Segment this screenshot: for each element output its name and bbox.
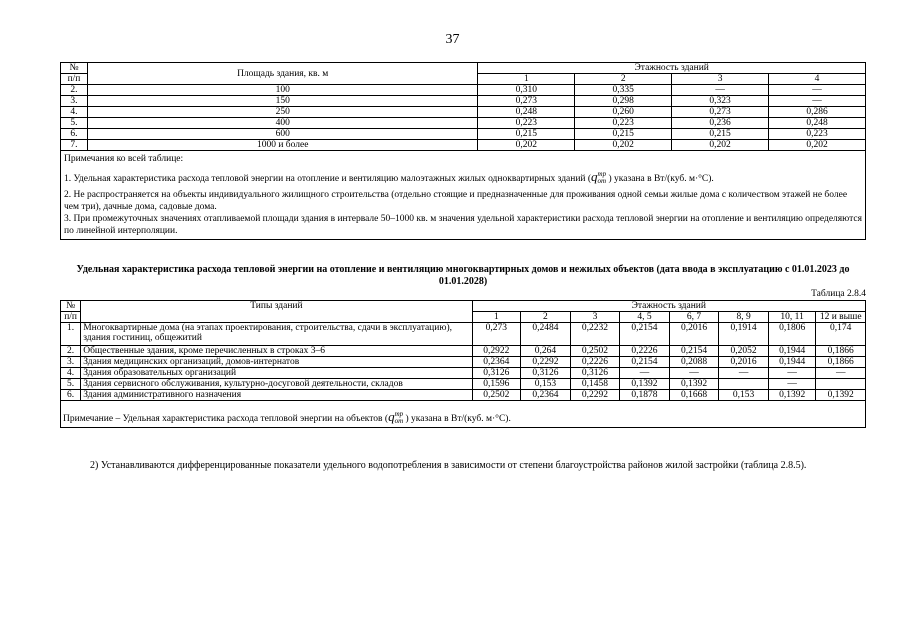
row-value: 0,153 — [521, 379, 571, 390]
row-value: 0,2226 — [570, 357, 620, 368]
row-type: Общественные здания, кроме перечисленных в строках 3–6 — [81, 346, 472, 357]
row-number: 1. — [61, 323, 81, 346]
table2-label: Таблица 2.8.4 — [811, 289, 866, 299]
header-no: № — [61, 301, 81, 312]
header-pp: п/п — [61, 312, 81, 323]
row-value: 0,202 — [769, 140, 866, 151]
row-value: 0,1392 — [816, 390, 866, 401]
paragraph-2: 2) Устанавливаются дифференцированные показатели удельного водопотребления в зависимости от степени благоустройства районов жилой застройки (таблица 2.8.5). — [90, 460, 807, 471]
row-number: 3. — [61, 96, 88, 107]
row-number: 3. — [61, 357, 81, 368]
notes-title: Примечания ко всей таблице: — [64, 154, 184, 164]
building-types-table — [60, 300, 866, 428]
table-row — [61, 357, 866, 368]
note-3: 3. При промежуточных значениях отапливаемой площади здания в интервале 50–1000 кв. м значения удельной характеристики расхода тепловой энергии на отопление и вентиляцию определяются по линейной интерполяции. — [64, 214, 862, 237]
row-value: 0,2088 — [669, 357, 719, 368]
header-pp: п/п — [61, 74, 88, 85]
row-value: 0,1392 — [620, 379, 670, 390]
row-value — [816, 379, 866, 390]
row-value: 0,2502 — [472, 390, 521, 401]
row-number: 2. — [61, 85, 88, 96]
row-area: 400 — [87, 118, 477, 129]
header-types: Типы зданий — [81, 301, 472, 323]
row-value: 0,2154 — [669, 346, 719, 357]
floor-col: 2 — [575, 74, 672, 85]
table-row — [61, 346, 866, 357]
row-area: 150 — [87, 96, 477, 107]
row-value: 0,3126 — [570, 368, 620, 379]
row-value: 0,223 — [575, 118, 672, 129]
table-row — [61, 107, 866, 118]
floor-col: 4 — [769, 74, 866, 85]
floor-col: 1 — [478, 74, 575, 85]
row-value: 0,1596 — [472, 379, 521, 390]
row-area: 250 — [87, 107, 477, 118]
row-value: — — [669, 368, 719, 379]
row-value: 0,174 — [816, 323, 866, 346]
table-row — [61, 379, 866, 390]
row-value: 0,3126 — [521, 368, 571, 379]
row-value: 0,223 — [478, 118, 575, 129]
row-value: 0,215 — [478, 129, 575, 140]
row-area: 600 — [87, 129, 477, 140]
floor-col: 10, 11 — [768, 312, 816, 323]
row-value: 0,215 — [672, 129, 769, 140]
row-value: 0,223 — [769, 129, 866, 140]
row-value: 0,1944 — [768, 346, 816, 357]
floor-col: 6, 7 — [669, 312, 719, 323]
table2-note: Примечание – Удельная характеристика расхода тепловой энергии на объектов (qтр от ) указана в Вт/(куб. м·°С). — [61, 401, 866, 428]
row-value: 0,2016 — [719, 357, 769, 368]
row-number: 4. — [61, 368, 81, 379]
table-row — [61, 323, 866, 346]
row-value: 0,2922 — [472, 346, 521, 357]
row-value: 0,286 — [769, 107, 866, 118]
area-floors-table — [60, 62, 866, 240]
row-type: Здания образовательных организаций — [81, 368, 472, 379]
floor-col: 8, 9 — [719, 312, 769, 323]
row-type: Здания медицинских организаций, домов-интернатов — [81, 357, 472, 368]
row-value: 0,264 — [521, 346, 571, 357]
row-number: 4. — [61, 107, 88, 118]
row-type: Здания административного назначения — [81, 390, 472, 401]
row-value: 0,1914 — [719, 323, 769, 346]
row-value — [719, 379, 769, 390]
floor-col: 12 и выше — [816, 312, 866, 323]
row-value: — — [769, 85, 866, 96]
row-value: 0,273 — [672, 107, 769, 118]
table-row — [61, 368, 866, 379]
row-value: — — [719, 368, 769, 379]
row-value: 0,1458 — [570, 379, 620, 390]
row-value: 0,248 — [478, 107, 575, 118]
table2-title: Удельная характеристика расхода тепловой энергии на отопление и вентиляцию многоквартирных домов и нежилых объектов (дата ввода в эксплуатацию с 01.01.2023 до 01.01.2028) — [76, 264, 850, 287]
floor-col: 3 — [570, 312, 620, 323]
floor-col: 4, 5 — [620, 312, 670, 323]
row-type: Здания сервисного обслуживания, культурно-досуговой деятельности, складов — [81, 379, 472, 390]
note-1: 1. Удельная характеристика расхода тепловой энергии на отопление и вентиляцию малоэтажных жилых одноквартирных зданий (qтр от ) указана в Вт/(куб. м·°С). — [64, 169, 714, 186]
table1-body — [61, 85, 866, 151]
row-value: 0,2154 — [620, 357, 670, 368]
q-symbol: qтр от — [388, 408, 404, 425]
row-value: 0,3126 — [472, 368, 521, 379]
row-type: Многоквартирные дома (на этапах проектирования, строительства, сдачи в эксплуатацию), здания гостиниц, общежитий — [81, 323, 472, 346]
row-value: 0,323 — [672, 96, 769, 107]
row-value: — — [816, 368, 866, 379]
row-value: 0,2364 — [472, 357, 521, 368]
row-value: 0,335 — [575, 85, 672, 96]
row-value: 0,260 — [575, 107, 672, 118]
row-value: — — [768, 368, 816, 379]
row-value: 0,310 — [478, 85, 575, 96]
row-value: 0,1806 — [768, 323, 816, 346]
row-value: 0,153 — [719, 390, 769, 401]
row-value: 0,202 — [575, 140, 672, 151]
floor-col: 2 — [521, 312, 571, 323]
row-value: 0,1878 — [620, 390, 670, 401]
row-value: 0,2364 — [521, 390, 571, 401]
table2-body — [61, 323, 866, 401]
row-value: 0,1392 — [768, 390, 816, 401]
row-value: 0,2502 — [570, 346, 620, 357]
row-value: 0,1944 — [768, 357, 816, 368]
row-value: 0,273 — [472, 323, 521, 346]
row-value: — — [769, 96, 866, 107]
row-number: 5. — [61, 379, 81, 390]
row-value: 0,2154 — [620, 323, 670, 346]
table1-notes — [61, 151, 866, 240]
row-value: 0,1668 — [669, 390, 719, 401]
row-number: 5. — [61, 118, 88, 129]
table-row — [61, 96, 866, 107]
row-value: 0,248 — [769, 118, 866, 129]
row-value: 0,2052 — [719, 346, 769, 357]
header-floors: Этажность зданий — [472, 301, 865, 312]
table-row — [61, 129, 866, 140]
row-value: 0,2016 — [669, 323, 719, 346]
row-value: 0,1866 — [816, 357, 866, 368]
note-2: 2. Не распространяется на объекты индивидуального жилищного строительства (отдельно стоящие и предназначенные для проживания одной семьи жилые дома с количеством этажей не более чем три), дачные дома, садовые дома. — [64, 190, 848, 213]
table-row — [61, 85, 866, 96]
row-value: 0,2292 — [521, 357, 571, 368]
row-number: 7. — [61, 140, 88, 151]
row-value: — — [768, 379, 816, 390]
floor-col: 3 — [672, 74, 769, 85]
row-value: 0,2226 — [620, 346, 670, 357]
row-value: 0,1866 — [816, 346, 866, 357]
row-number: 2. — [61, 346, 81, 357]
row-value: 0,298 — [575, 96, 672, 107]
table-row — [61, 118, 866, 129]
row-value: 0,2484 — [521, 323, 571, 346]
row-value: 0,1392 — [669, 379, 719, 390]
floor-col: 1 — [472, 312, 521, 323]
row-area: 100 — [87, 85, 477, 96]
row-value: 0,273 — [478, 96, 575, 107]
header-no: № — [61, 63, 88, 74]
table-row — [61, 140, 866, 151]
row-value: — — [620, 368, 670, 379]
row-value: 0,2292 — [570, 390, 620, 401]
q-symbol: qтр от — [591, 169, 607, 186]
page-number: 37 — [445, 32, 460, 47]
row-value: — — [672, 85, 769, 96]
row-value: 0,236 — [672, 118, 769, 129]
row-number: 6. — [61, 390, 81, 401]
row-value: 0,215 — [575, 129, 672, 140]
header-floors: Этажность зданий — [478, 63, 866, 74]
table-row — [61, 390, 866, 401]
row-value: 0,2232 — [570, 323, 620, 346]
row-number: 6. — [61, 129, 88, 140]
header-area: Площадь здания, кв. м — [87, 63, 477, 85]
row-area: 1000 и более — [87, 140, 477, 151]
row-value: 0,202 — [672, 140, 769, 151]
row-value: 0,202 — [478, 140, 575, 151]
